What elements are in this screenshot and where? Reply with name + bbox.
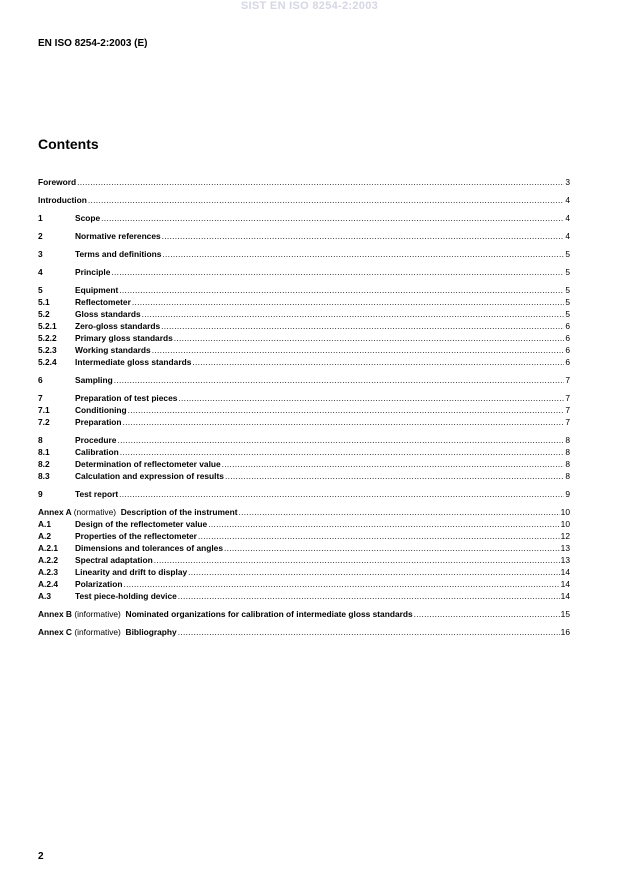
toc-entry-page: 6 xyxy=(565,321,570,331)
toc-entry-page: 7 xyxy=(565,393,570,403)
dot-leader xyxy=(119,488,564,500)
toc-entry-number: 5 xyxy=(38,285,43,295)
dot-leader xyxy=(111,266,564,278)
toc-entry[interactable] xyxy=(38,590,570,602)
annex-title: Bibliography xyxy=(125,627,177,637)
toc-entry-title: Preparation xyxy=(75,417,122,427)
dot-leader xyxy=(188,566,560,578)
dot-leader xyxy=(174,332,565,344)
dot-leader xyxy=(128,404,565,416)
toc-entry-title xyxy=(38,506,238,518)
table-of-contents xyxy=(38,176,570,638)
dot-leader xyxy=(120,446,565,458)
toc-entry[interactable] xyxy=(38,374,570,386)
toc-entry[interactable] xyxy=(38,416,570,428)
toc-entry-page: 8 xyxy=(565,435,570,445)
toc-entry[interactable] xyxy=(38,554,570,566)
watermark: SIST EN ISO 8254-2:2003 xyxy=(240,0,379,12)
toc-entry[interactable] xyxy=(38,434,570,446)
dot-leader xyxy=(152,344,565,356)
toc-entry-title xyxy=(38,608,413,620)
toc-entry-number: 3 xyxy=(38,249,43,259)
dot-leader xyxy=(114,374,565,386)
toc-entry-page: 16 xyxy=(560,627,570,637)
toc-entry-number: 8.2 xyxy=(38,459,50,469)
annex-label: Annex A xyxy=(38,507,72,517)
toc-entry-number: 5.1 xyxy=(38,297,50,307)
toc-entry[interactable] xyxy=(38,626,570,638)
toc-entry-number: 4 xyxy=(38,267,43,277)
toc-entry-number: 5.2.2 xyxy=(38,333,57,343)
toc-entry-page: 7 xyxy=(565,417,570,427)
dot-leader xyxy=(178,590,560,602)
toc-entry-number: 5.2.4 xyxy=(38,357,57,367)
toc-entry-number: 5.2 xyxy=(38,309,50,319)
toc-entry-title: Working standards xyxy=(75,345,151,355)
toc-entry-page: 14 xyxy=(560,591,570,601)
dot-leader xyxy=(225,470,564,482)
toc-entry-number: 5.2.1 xyxy=(38,321,57,331)
toc-entry[interactable] xyxy=(38,392,570,404)
toc-entry-page: 3 xyxy=(565,177,570,187)
toc-entry-number: 8.1 xyxy=(38,447,50,457)
toc-entry-page: 5 xyxy=(565,249,570,259)
toc-entry-page: 15 xyxy=(560,609,570,619)
toc-entry-number: 7 xyxy=(38,393,43,403)
dot-leader xyxy=(101,212,564,224)
annex-label: Annex B xyxy=(38,609,72,619)
dot-leader xyxy=(208,518,559,530)
dot-leader xyxy=(77,176,564,188)
toc-entry-title: Preparation of test pieces xyxy=(75,393,178,403)
toc-entry[interactable] xyxy=(38,530,570,542)
toc-entry[interactable] xyxy=(38,320,570,332)
toc-entry-number: A.2.2 xyxy=(38,555,59,565)
toc-entry-page: 8 xyxy=(565,447,570,457)
toc-entry-page: 7 xyxy=(565,375,570,385)
toc-entry-page: 5 xyxy=(565,285,570,295)
toc-entry[interactable] xyxy=(38,458,570,470)
dot-leader xyxy=(162,248,564,260)
toc-entry-page: 6 xyxy=(565,357,570,367)
dot-leader xyxy=(239,506,560,518)
toc-entry-title: Gloss standards xyxy=(75,309,141,319)
toc-entry-title: Intermediate gloss standards xyxy=(75,357,192,367)
toc-entry-number: 9 xyxy=(38,489,43,499)
page-number: 2 xyxy=(38,851,44,862)
toc-entry-title: Calibration xyxy=(75,447,119,457)
annex-label: Annex C xyxy=(38,627,72,637)
toc-entry-page: 5 xyxy=(565,267,570,277)
toc-entry-page: 5 xyxy=(565,297,570,307)
toc-entry-title: Equipment xyxy=(75,285,119,295)
annex-title: Nominated organizations for calibration of intermediate gloss standards xyxy=(125,609,413,619)
toc-entry-page: 4 xyxy=(565,231,570,241)
toc-entry-number: A.3 xyxy=(38,591,52,601)
toc-entry-title: Determination of reflectometer value xyxy=(75,459,221,469)
toc-entry-page: 14 xyxy=(560,579,570,589)
toc-entry-number: 8 xyxy=(38,435,43,445)
toc-entry[interactable] xyxy=(38,332,570,344)
toc-entry[interactable] xyxy=(38,296,570,308)
annex-type: (informative) xyxy=(74,627,121,637)
toc-entry-title: Zero-gloss standards xyxy=(75,321,161,331)
toc-entry[interactable] xyxy=(38,284,570,296)
toc-entry[interactable] xyxy=(38,212,570,224)
dot-leader xyxy=(142,308,565,320)
annex-type: (informative) xyxy=(74,609,121,619)
dot-leader xyxy=(414,608,560,620)
toc-entry-title: Foreword xyxy=(38,177,77,187)
toc-entry-page: 14 xyxy=(560,567,570,577)
toc-entry-title: Spectral adaptation xyxy=(75,555,153,565)
annex-title: Description of the instrument xyxy=(120,507,238,517)
toc-entry-page: 4 xyxy=(565,195,570,205)
toc-entry-page: 12 xyxy=(560,531,570,541)
toc-entry-number: A.2 xyxy=(38,531,52,541)
toc-entry-page: 4 xyxy=(565,213,570,223)
toc-entry[interactable] xyxy=(38,566,570,578)
toc-entry-title: Normative references xyxy=(75,231,161,241)
toc-entry-page: 10 xyxy=(560,519,570,529)
dot-leader xyxy=(222,458,565,470)
toc-entry-title: Calculation and expression of results xyxy=(75,471,224,481)
toc-entry-title: Procedure xyxy=(75,435,117,445)
toc-entry[interactable] xyxy=(38,356,570,368)
toc-entry-title: Conditioning xyxy=(75,405,127,415)
toc-entry-page: 9 xyxy=(565,489,570,499)
toc-entry-title: Primary gloss standards xyxy=(75,333,173,343)
toc-entry-number: 5.2.3 xyxy=(38,345,57,355)
toc-entry-page: 8 xyxy=(565,471,570,481)
toc-entry-number: A.2.4 xyxy=(38,579,59,589)
toc-entry-title: Design of the reflectometer value xyxy=(75,519,208,529)
toc-entry-page: 8 xyxy=(565,459,570,469)
dot-leader xyxy=(88,194,564,206)
toc-entry[interactable] xyxy=(38,308,570,320)
dot-leader xyxy=(123,578,559,590)
toc-entry-title: Properties of the reflectometer xyxy=(75,531,197,541)
toc-entry-page: 6 xyxy=(565,345,570,355)
toc-entry[interactable] xyxy=(38,506,570,518)
toc-entry-number: 7.1 xyxy=(38,405,50,415)
dot-leader xyxy=(161,320,564,332)
document-id: EN ISO 8254-2:2003 (E) xyxy=(38,38,148,49)
dot-leader xyxy=(132,296,564,308)
toc-entry[interactable] xyxy=(38,608,570,620)
toc-entry-title: Test piece-holding device xyxy=(75,591,177,601)
dot-leader xyxy=(123,416,565,428)
toc-entry[interactable] xyxy=(38,344,570,356)
toc-entry-title: Dimensions and tolerances of angles xyxy=(75,543,223,553)
toc-entry[interactable] xyxy=(38,446,570,458)
toc-entry-number: 8.3 xyxy=(38,471,50,481)
toc-entry-page: 7 xyxy=(565,405,570,415)
toc-entry-number: 2 xyxy=(38,231,43,241)
annex-type: (normative) xyxy=(73,507,117,517)
dot-leader xyxy=(162,230,565,242)
toc-entry-title: Principle xyxy=(75,267,111,277)
toc-entry[interactable] xyxy=(38,230,570,242)
toc-entry-number: 1 xyxy=(38,213,43,223)
dot-leader xyxy=(117,434,564,446)
dot-leader xyxy=(198,530,560,542)
toc-entry-title: Terms and definitions xyxy=(75,249,162,259)
toc-entry-page: 13 xyxy=(560,555,570,565)
toc-entry-title: Polarization xyxy=(75,579,123,589)
dot-leader xyxy=(192,356,564,368)
dot-leader xyxy=(178,626,560,638)
toc-entry[interactable] xyxy=(38,488,570,500)
toc-entry[interactable] xyxy=(38,542,570,554)
toc-entry-number: 7.2 xyxy=(38,417,50,427)
toc-entry[interactable] xyxy=(38,266,570,278)
toc-entry-title: Reflectometer xyxy=(75,297,131,307)
toc-entry-number: 6 xyxy=(38,375,43,385)
toc-entry[interactable] xyxy=(38,404,570,416)
toc-entry-number: A.1 xyxy=(38,519,52,529)
toc-entry-page: 10 xyxy=(560,507,570,517)
contents-title: Contents xyxy=(38,136,99,152)
toc-entry[interactable] xyxy=(38,518,570,530)
toc-entry-title: Linearity and drift to display xyxy=(75,567,188,577)
toc-entry-title xyxy=(38,626,177,638)
toc-entry-title: Scope xyxy=(75,213,101,223)
toc-entry[interactable] xyxy=(38,248,570,260)
dot-leader xyxy=(119,284,564,296)
toc-entry[interactable] xyxy=(38,470,570,482)
toc-entry-page: 5 xyxy=(565,309,570,319)
toc-entry-page: 13 xyxy=(560,543,570,553)
toc-entry-title: Test report xyxy=(75,489,119,499)
dot-leader xyxy=(178,392,564,404)
toc-entry-number: A.2.3 xyxy=(38,567,59,577)
toc-entry-title: Sampling xyxy=(75,375,113,385)
toc-entry-number: A.2.1 xyxy=(38,543,59,553)
toc-entry[interactable] xyxy=(38,578,570,590)
toc-entry[interactable] xyxy=(38,194,570,206)
toc-entry[interactable] xyxy=(38,176,570,188)
toc-entry-page: 6 xyxy=(565,333,570,343)
dot-leader xyxy=(154,554,560,566)
toc-entry-title: Introduction xyxy=(38,195,87,205)
dot-leader xyxy=(224,542,560,554)
